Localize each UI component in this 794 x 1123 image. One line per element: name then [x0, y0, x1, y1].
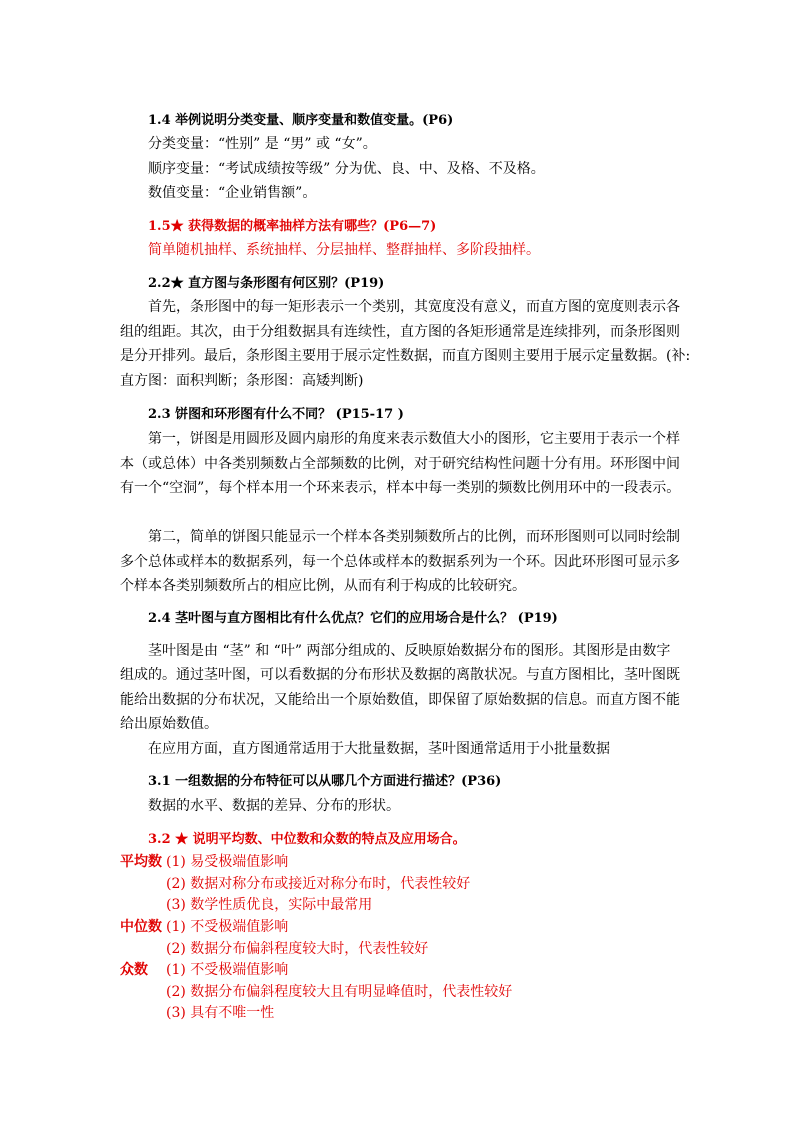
mean-point: (3) 数学性质优良，实际中最常用: [166, 897, 373, 913]
mode-label: 众数: [120, 962, 148, 978]
text-line: 第一，饼图是用圆形及圆内扇形的角度来表示数值大小的图形，它主要用于表示一个样: [148, 431, 680, 447]
heading-2-4: 2.4 茎叶图与直方图相比有什么优点？它们的应用场合是什么？ (P19): [148, 611, 558, 626]
heading-1-4: 1.4 举例说明分类变量、顺序变量和数值变量。(P6): [148, 113, 454, 128]
heading-2-2: 2.2★ 直方图与条形图有何区别？(P19): [148, 276, 385, 291]
text-line: 有一个“空洞”，每个样本用一个环来表示，样本中每一类别的频数比例用环中的一段表示。: [120, 480, 681, 496]
mean-label: 平均数: [120, 854, 162, 870]
text-line: 多个总体或样本的数据系列，每一个总体或样本的数据系列为一个环。因此环形图可显示多: [120, 554, 680, 570]
median-point: (2) 数据分布偏斜程度较大时，代表性较好: [166, 941, 429, 957]
text-line: 数据的水平、数据的差异、分布的形状。: [148, 798, 400, 814]
text-line: 能给出数据的分布状况，又能给出一个原始数值，即保留了原始数据的信息。而直方图不能: [120, 692, 680, 708]
text-line: 首先，条形图中的每一矩形表示一个类别，其宽度没有意义，而直方图的宽度则表示各: [148, 299, 680, 315]
text-line: 本（或总体）中各类别频数占全部频数的比例，对于研究结构性问题十分有用。环形图中间: [120, 456, 680, 472]
text-line: 组成的。通过茎叶图，可以看数据的分布形状及数据的离散状况。与直方图相比，茎叶图既: [120, 667, 680, 683]
mode-point: (2) 数据分布偏斜程度较大且有明显峰值时，代表性较好: [166, 984, 513, 1000]
text-line: 分类变量：“性别” 是 “男” 或 “女”。: [148, 136, 377, 152]
text-line: 是分开排列。最后，条形图主要用于展示定性数据，而直方图则主要用于展示定量数据。(补:: [120, 348, 691, 364]
text-line: 数值变量：“企业销售额”。: [148, 185, 317, 201]
median-label: 中位数: [120, 919, 162, 935]
text-line: 茎叶图是由 “茎” 和 “叶” 两部分组成的、反映原始数据分布的图形。其图形是由数字: [148, 643, 671, 659]
mode-point: (1) 不受极端值影响: [166, 962, 289, 978]
text-line: 组的组距。其次，由于分组数据具有连续性，直方图的各矩形通常是连续排列，而条形图则: [120, 324, 680, 340]
text-line: 简单随机抽样、系统抽样、分层抽样、整群抽样、多阶段抽样。: [148, 242, 540, 258]
text-line: 给出原始数值。: [120, 716, 218, 732]
text-line: 在应用方面，直方图通常适用于大批量数据，茎叶图通常适用于小批量数据: [148, 741, 610, 757]
mean-point: (2) 数据对称分布或接近对称分布时，代表性较好: [166, 876, 471, 892]
text-line: 直方图：面积判断；条形图：高矮判断): [120, 373, 364, 389]
heading-3-1: 3.1 一组数据的分布特征可以从哪几个方面进行描述？(P36): [148, 774, 502, 789]
mean-point: (1) 易受极端值影响: [166, 854, 289, 870]
mode-point: (3) 具有不唯一性: [166, 1005, 275, 1021]
median-point: (1) 不受极端值影响: [166, 919, 289, 935]
heading-3-2: 3.2 ★ 说明平均数、中位数和众数的特点及应用场合。: [148, 832, 466, 847]
heading-1-5: 1.5★ 获得数据的概率抽样方法有哪些？(P6—7): [148, 219, 437, 234]
text-line: 第二，简单的饼图只能显示一个样本各类别频数所占的比例，而环形图则可以同时绘制: [148, 529, 680, 545]
text-line: 顺序变量：“考试成绩按等级” 分为优、良、中、及格、不及格。: [148, 161, 545, 177]
text-line: 个样本各类别频数所占的相应比例，从而有利于构成的比较研究。: [120, 578, 526, 594]
heading-2-3: 2.3 饼图和环形图有什么不同？ (P15-17 ): [148, 407, 404, 422]
